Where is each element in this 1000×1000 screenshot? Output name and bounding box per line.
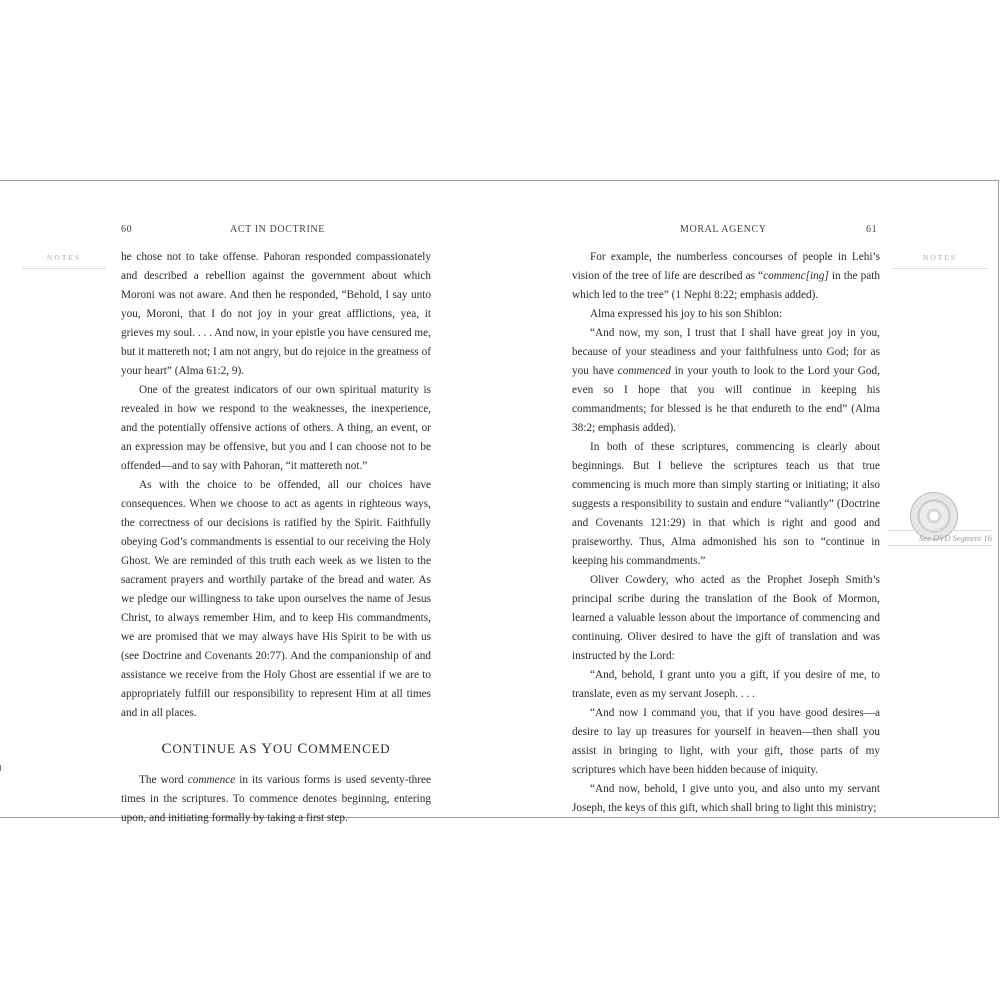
paragraph: For example, the numberless concourses of people in Lehi’s vision of the tree of life are described as “commenc[ing] in the path which led to the tree” (1 Nephi 8:22; emphasis added).	[572, 251, 880, 301]
scripture-quote: “And now, my son, I trust that I shall have great joy in you, because of your steadiness and your faithfulness unto God; for as you have commenced in your youth to look to the Lord your God, even so I hope that you will continue in keeping his commandments; for blessed is he that endureth to the end” (Alma 38:2; emphasis added).	[572, 327, 880, 434]
right-page-body	[572, 248, 880, 818]
scripture-quote: “And, behold, I grant unto you a gift, if you desire of me, to translate, even as my servant Joseph. . . .	[572, 669, 880, 700]
left-notes-label: NOTES	[22, 253, 106, 269]
paragraph: As with the choice to be offended, all our choices have consequences. When we choose to act as agents in righteous ways, the correctness of our decisions is ratified by the Spirit. Faithfully obeying God’s commandments is essential to our receiving the Holy Ghost. We are reminded of this truth each week as we listen to the sacrament prayers and worthily partake of the bread and water. As we pledge our willingness to take upon ourselves the name of Jesus Christ, to always remember Him, and to keep His commandments, we are promised that we may always have His Spirit to be with us (see Doctrine and Covenants 20:77). And the companionship of and assistance we receive from the Holy Ghost are essential if we are to appropriately fulfill our responsibility to represent Him at all times and in all places.	[121, 479, 431, 719]
paragraph: he chose not to take offense. Pahoran responded compassionately and described a rebellion against the government about which Moroni was not aware. And then he responded, “Behold, I say unto you, Moroni, that I do not joy in your great afflictions, yea, it grieves my soul. . . . And now, in your epistle you have censured me, but it mattereth not; I am not angry, but do rejoice in the greatness of your heart” (Alma 61:2, 9).	[121, 251, 431, 377]
paragraph: One of the greatest indicators of our own spiritual maturity is revealed in how we respond to the weaknesses, the inexperience, and the potentially offensive actions of others. A thing, an event, or an expression may be offensive, but you and I can choose not to be offended—and to say with Pahoran, “it mattereth not.”	[121, 384, 431, 472]
right-notes-label: NOTES	[892, 253, 988, 269]
scripture-quote: “And now I command you, that if you have good desires—a desire to lay up treasures for yourself in heaven—then shall you assist in bringing to light, with your gift, those parts of my scriptures which have been hidden because of iniquity.	[572, 707, 880, 776]
paragraph: In both of these scriptures, commencing is clearly about beginnings. But I believe the scriptures teach us that true commencing is much more than simply starting or initiating; it also suggests a responsibility to sustain and endure “valiantly” (Doctrine and Covenants 121:29) in that which is right and good and praiseworthy. Thus, Alma admonished his son to “continue in keeping his commandments.”	[572, 441, 880, 567]
right-page-number: 61	[866, 224, 878, 235]
dvd-segment-caption: See DVD Segment 16	[888, 530, 992, 546]
left-running-head: ACT IN DOCTRINE	[230, 224, 325, 235]
paragraph: Alma expressed his joy to his son Shiblon:	[590, 308, 783, 320]
scripture-quote: “And now, behold, I give unto you, and also unto my servant Joseph, the keys of this gift, which shall bring to light this ministry;	[572, 783, 880, 814]
paragraph: Oliver Cowdery, who acted as the Prophet Joseph Smith’s principal scribe during the translation of the Book of Mormon, learned a valuable lesson about the importance of commencing and continuing. Oliver desired to have the gift of translation and was instructed by the Lord:	[572, 574, 880, 662]
left-page-number: 60	[121, 224, 133, 235]
page-edge-mark	[0, 765, 5, 771]
paragraph: The word commence in its various forms is used seventy-three times in the scriptures. To commence denotes beginning, entering upon, and initiating formally by taking a first step.	[121, 774, 431, 824]
section-heading: CONTINUE AS YOU COMMENCED	[161, 741, 391, 757]
right-running-head: MORAL AGENCY	[680, 224, 767, 235]
left-page-body	[121, 248, 431, 828]
